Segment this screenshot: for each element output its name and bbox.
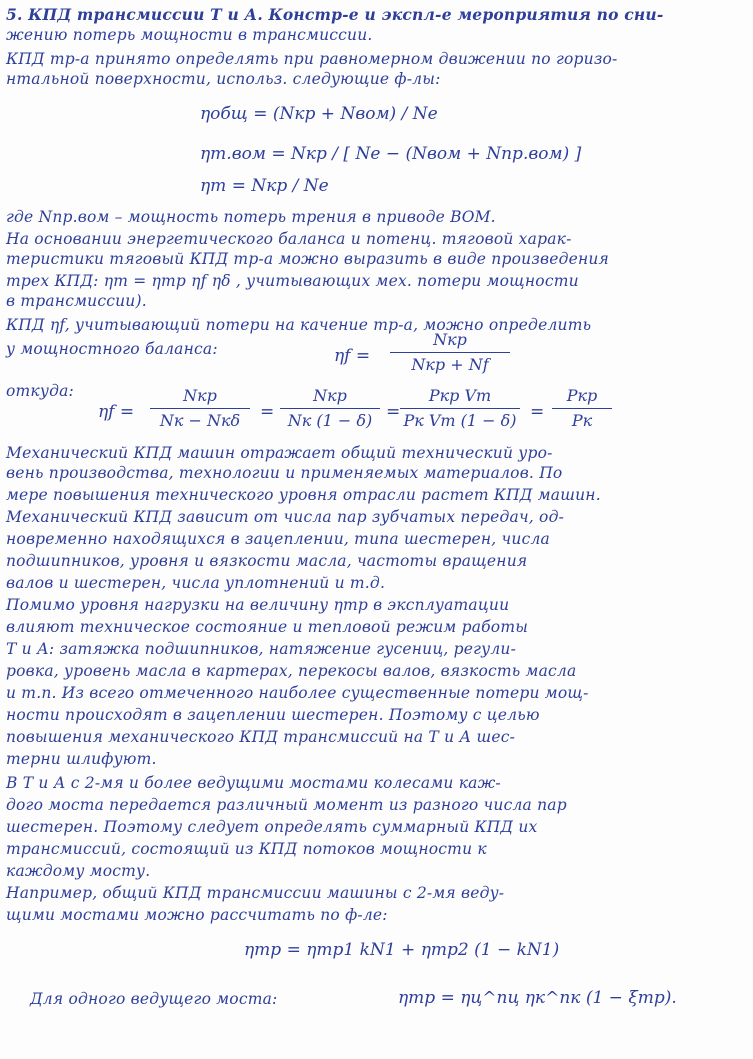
fraction-bar [150,408,250,409]
text-line: подшипников, уровня и вязкости масла, частоты вращения [6,552,528,570]
text-line: На основании энергетического баланса и потенц. тяговой харак- [6,230,572,248]
fraction-numerator: Nкр [313,386,347,405]
text-line: и т.п. Из всего отмеченного наиболее существенные потери мощ- [6,684,589,702]
text-line: где Nпр.вом – мощность потерь трения в приводе ВОМ. [6,208,496,226]
text-line: трансмиссий, состоящий из КПД потоков мощности к [6,840,487,858]
fraction-bar [552,408,612,409]
equals-sign: = [386,402,401,422]
text-line: Механический КПД машин отражает общий технический уро- [6,444,553,462]
formula-traction-efficiency: ηт = Nкр / Ne [200,176,329,196]
text-line: нтальной поверхности, использ. следующие ф-лы: [6,70,441,88]
text-line: влияют техническое состояние и тепловой режим работы [6,618,529,636]
text-line: у мощностного баланса: [6,340,218,358]
equals-sign: = [260,402,275,422]
text-line: Механический КПД зависит от числа пар зубчатых передач, од- [6,508,565,526]
equals-sign: = [530,402,545,422]
text-line: КПД ηf, учитывающий потери на качение тр-а, можно определить [6,316,592,334]
fraction-numerator: Pкр [566,386,598,405]
formula-lhs: ηf = [334,346,371,366]
text-line: щими мостами можно рассчитать по ф-ле: [6,906,388,924]
fraction-denominator: Nкр + Nf [411,355,489,374]
text-line: Например, общий КПД трансмиссии машины с 2-мя веду- [6,884,505,902]
fraction-denominator: Pк [571,411,593,430]
text-line: В Т и А с 2-мя и более ведущими мостами колесами каж- [6,774,501,792]
fraction [390,330,510,375]
fraction-numerator: Nкр [433,330,467,349]
text-line: мере повышения технического уровня отрасли растет КПД машин. [6,486,601,504]
text-line: вень производства, технологии и применяемых материалов. По [6,464,563,482]
heading-line-2: жению потерь мощности в трансмиссии. [6,26,373,44]
fraction [150,386,250,431]
text-line: в трансмиссии). [6,292,147,310]
text-line: КПД тр-а принято определять при равномерном движении по горизо- [6,50,618,68]
fraction-bar [390,352,510,353]
text-line: трех КПД: ηт = ηтр ηf ηδ , учитывающих мех. потери мощности [6,272,579,290]
fraction-bar [400,408,520,409]
fraction [280,386,380,431]
formula-total-efficiency: ηобщ = (Nкр + Nвом) / Ne [200,104,438,124]
text-line: повышения механического КПД трансмиссий на Т и А шес- [6,728,516,746]
fraction-denominator: Nк − Nкδ [159,411,241,430]
text-line: валов и шестерен, числа уплотнений и т.д. [6,574,386,592]
text-line: Т и А: затяжка подшипников, натяжение гусениц, регули- [6,640,517,658]
text-line: ности происходят в зацеплении шестерен. Поэтому с целью [6,706,540,724]
formula-pto-efficiency: ηт.вом = Nкр / [ Ne − (Nвом + Nпр.вом) ] [200,144,582,164]
text-line: новременно находящихся в зацеплении, типа шестерен, числа [6,530,550,548]
fraction-bar [280,408,380,409]
fraction-numerator: Nкр [183,386,217,405]
fraction-denominator: Pк Vт (1 − δ) [403,411,517,430]
text-line: дого моста передается различный момент из разного числа пар [6,796,567,814]
formula-two-axle-efficiency: ηтр = ηтр1 kN1 + ηтр2 (1 − kN1) [244,940,560,960]
fraction [400,386,520,431]
formula-single-axle-efficiency: ηтр = ηц^nц ηк^nк (1 − ξтр). [398,988,677,1008]
formula-lhs: ηf = [98,402,135,422]
text-line: теристики тяговый КПД тр-а можно выразить в виде произведения [6,250,610,268]
fraction-denominator: Nк (1 − δ) [287,411,373,430]
text-line: ровка, уровень масла в картерах, перекосы валов, вязкость масла [6,662,577,680]
text-line: шестерен. Поэтому следует определять суммарный КПД их [6,818,538,836]
fraction-numerator: Pкр Vт [428,386,492,405]
text-line: каждому мосту. [6,862,151,880]
text-line: откуда: [6,382,74,400]
text-line: терни шлифуют. [6,750,157,768]
text-line: Помимо уровня нагрузки на величину ηтр в эксплуатации [6,596,510,614]
heading-line-1: 5. КПД трансмиссии Т и А. Констр-е и экспл-е мероприятия по сни- [6,5,664,24]
text-line: Для одного ведущего моста: [30,990,278,1008]
fraction [552,386,612,431]
